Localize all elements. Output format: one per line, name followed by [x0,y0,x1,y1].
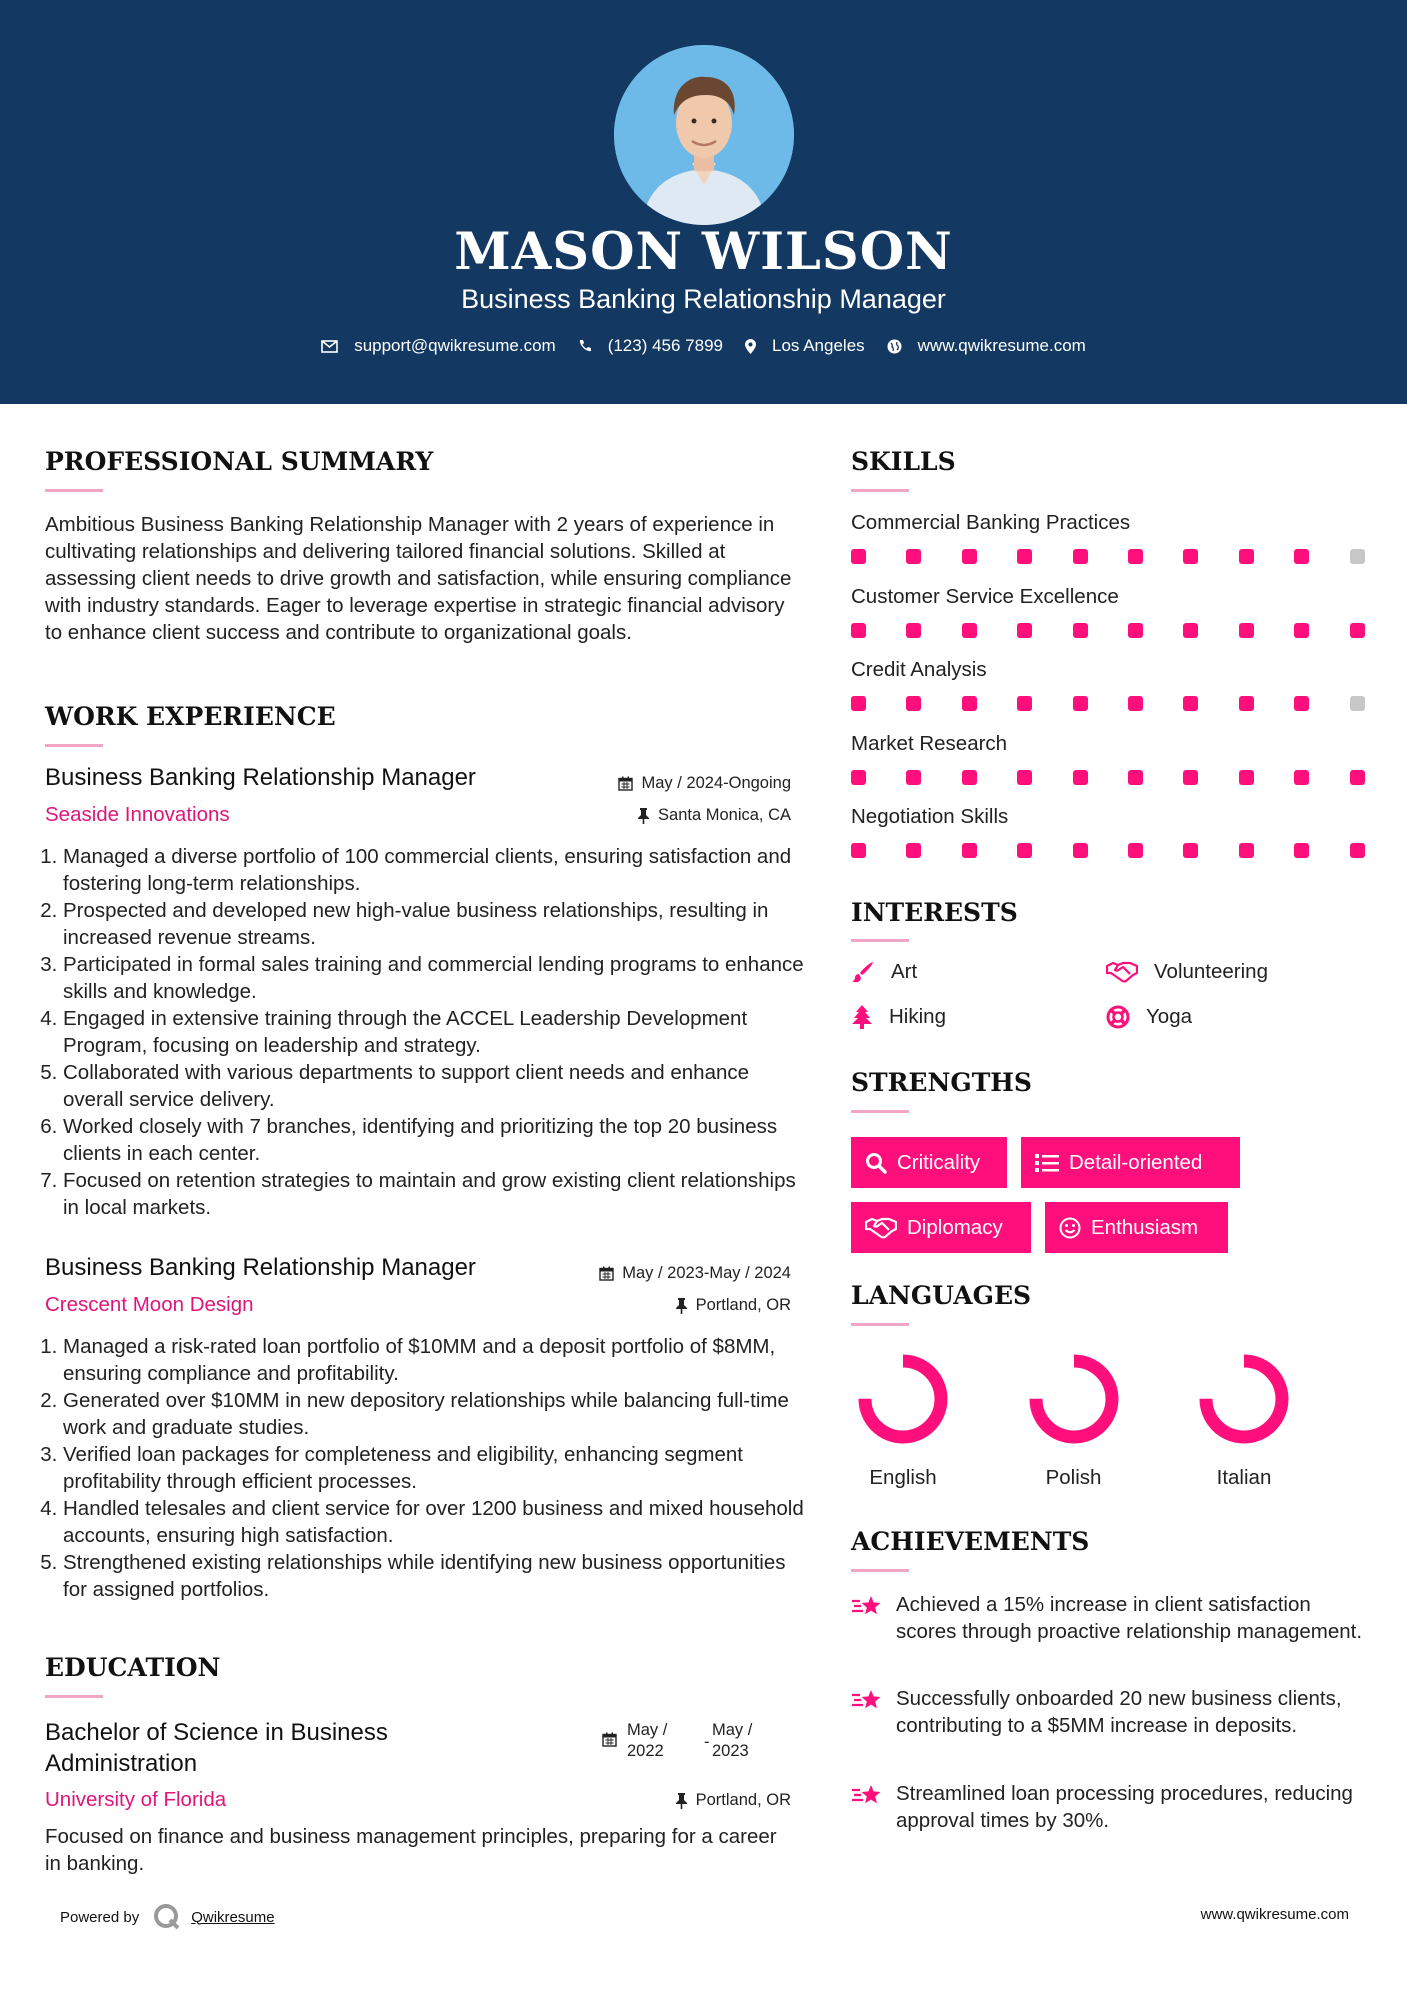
skill-level-dot [1128,843,1143,858]
summary-heading: PROFESSIONAL SUMMARY [45,447,434,476]
degree-line: Administration [45,1750,198,1777]
date-line: May / [712,1721,753,1739]
skill-level-dot [1239,770,1254,785]
skill-level-dot [1073,549,1088,564]
strength-label: Diplomacy [907,1215,1003,1239]
qwikresume-logo-icon [153,1903,181,1931]
skill-level-dot [1128,696,1143,711]
powered-by-text: Powered by [60,1908,140,1926]
skill-label: Market Research [851,731,1008,755]
list-icon [1035,1153,1059,1173]
bullet-item: 4. Handled telesales and client service for over 1200 business and mixed household accounts, ensuring high satisfaction. [63,1495,815,1549]
languages-heading: LANGUAGES [851,1281,1032,1310]
company-name: Crescent Moon Design [45,1293,254,1316]
skill-level-dot [851,770,866,785]
calendar-icon [618,776,633,791]
skill-level-dot [962,623,977,638]
contact-bar [0,336,1407,356]
shooting-star-icon [851,1593,883,1626]
skill-level-dot [1073,843,1088,858]
edu-start-date [627,1720,667,1762]
job-bullets [45,843,805,1221]
job-location-text: Santa Monica, CA [658,806,791,824]
pushpin-icon [675,1298,688,1314]
job-date-text: May / 2023-May / 2024 [622,1264,791,1282]
contact-phone[interactable] [578,336,723,356]
skill-level-dot [1350,623,1365,638]
phone-text: (123) 456 7899 [607,336,724,355]
lifebuoy-icon [1106,1005,1130,1029]
bullet-item: 2. Prospected and developed new high-value business relationships, resulting in increased revenue streams. [63,897,805,951]
paintbrush-icon [851,960,875,984]
bullet-item: 5. Strengthened existing relationships while identifying new business opportunities for assigned portfolios. [63,1549,815,1603]
skill-level-dot [1239,696,1254,711]
skill-level-dot [1294,549,1309,564]
skill-level-dot [1017,770,1032,785]
summary-underline [45,489,103,492]
email-text: support@qwikresume.com [354,336,556,355]
work-underline [45,744,103,747]
skill-level-dot [1350,549,1365,564]
phone-icon [578,339,592,353]
skill-level-dot [1294,770,1309,785]
job-location [637,806,791,825]
strengths-heading: STRENGTHS [851,1068,1032,1097]
interest-label: Art [891,960,918,983]
date-line: 2023 [712,1742,749,1760]
handshake-icon [865,1217,897,1239]
job-title: Business Banking Relationship Manager [45,1254,476,1281]
bullet-item: 1. Managed a risk-rated loan portfolio of $10MM and a deposit portfolio of $8MM, ensuring compliance and profitability. [63,1333,815,1387]
bullet-item: 5. Collaborated with various departments to support client needs and enhance overall service delivery. [63,1059,805,1113]
contact-website[interactable] [887,336,1086,356]
school-name: University of Florida [45,1788,227,1811]
edu-location [675,1791,791,1810]
skill-level-dot [1294,843,1309,858]
skill-label: Customer Service Excellence [851,584,1119,608]
skill-label: Credit Analysis [851,658,987,681]
job-location-text: Portland, OR [695,1296,791,1314]
search-icon [865,1152,887,1174]
brand-link[interactable]: Qwikresume [191,1908,275,1926]
skill-level-dot [1073,696,1088,711]
strength-label: Enthusiasm [1091,1215,1199,1239]
resume-header [0,0,1407,404]
language-level-ring [853,1349,953,1449]
education-underline [45,1695,103,1698]
candidate-title: Business Banking Relationship Manager [461,284,946,314]
calendar-icon [599,1266,614,1281]
skill-level-dot [962,843,977,858]
location-text: Los Angeles [772,336,865,355]
achievement-text: Streamlined loan processing procedures, reducing approval times by 30%. [896,1782,1353,1832]
strength-chip [851,1202,1031,1253]
skill-level-dot [851,623,866,638]
job-bullets [45,1333,815,1603]
achievements-underline [851,1569,909,1572]
skill-level-dot [962,770,977,785]
skill-level-dot [906,549,921,564]
skill-level-dot [1239,843,1254,858]
strength-chip [1045,1202,1228,1253]
skill-level-dot [1073,623,1088,638]
interest-label: Hiking [889,1005,946,1028]
skill-level-dot [1128,770,1143,785]
skills-underline [851,489,909,492]
skill-level-dot [851,549,866,564]
skill-level-dot [1239,623,1254,638]
skills-heading: SKILLS [851,447,956,476]
skill-level-dot [1017,696,1032,711]
skill-label: Commercial Banking Practices [851,511,1131,534]
skill-level-dot [851,843,866,858]
bullet-item: 4. Engaged in extensive training through the ACCEL Leadership Development Program, focusing on leadership and strategy. [63,1005,805,1059]
company-name: Seaside Innovations [45,803,230,826]
strength-chip [1021,1137,1240,1188]
edu-end-date [712,1720,752,1762]
job-location [675,1296,791,1315]
skill-level-dot [1017,843,1032,858]
date-line: May / [627,1721,668,1739]
globe-icon [887,339,902,354]
skill-level-dot [906,696,921,711]
skill-level-dot [962,549,977,564]
job-date [599,1264,791,1283]
education-heading: EDUCATION [45,1653,221,1682]
tree-icon [851,1005,873,1029]
summary-text: Ambitious Business Banking Relationship Manager with 2 years of experience in cultivating relationships and delivering tailored financial solutions. Skilled at assessing client needs to drive growth and satisfaction, while ensuring compliance with industry standards. Eager to leverage expertise in strategic financial advisory to enhance client success and contribute to organizational goals. [45,513,792,644]
skill-level-dot [1294,623,1309,638]
edu-description: Focused on finance and business management principles, preparing for a career in banking. [45,1825,777,1875]
pushpin-icon [637,808,650,824]
skill-level-dot [1183,770,1198,785]
bullet-item: 2. Generated over $10MM in new depository relationships while balancing full-time work and graduate studies. [63,1387,815,1441]
bullet-item: 1. Managed a diverse portfolio of 100 commercial clients, ensuring satisfaction and fostering long-term relationships. [63,843,805,897]
skill-level-dot [962,696,977,711]
degree-line: Bachelor of Science in Business [45,1719,388,1746]
calendar-icon [602,1732,617,1747]
achievement-text: Successfully onboarded 20 new business clients, contributing to a $5MM increase in deposits. [896,1687,1342,1737]
skill-level-dot [1017,549,1032,564]
skill-level-dot [906,770,921,785]
skill-level-dot [1183,623,1198,638]
bullet-item: 3. Participated in formal sales training and commercial lending programs to enhance skills and knowledge. [63,951,805,1005]
shooting-star-icon [851,1782,883,1815]
bullet-item: 6. Worked closely with 7 branches, identifying and prioritizing the top 20 business clients in each center. [63,1113,805,1167]
language-level-ring [1024,1349,1124,1449]
pushpin-icon [675,1793,688,1809]
skill-level-dot [1239,549,1254,564]
skill-level-dot [906,623,921,638]
language-label: Polish [1045,1466,1102,1489]
job-date-text: May / 2024-Ongoing [641,774,791,792]
strength-chip [851,1137,1007,1188]
contact-email[interactable] [321,336,556,356]
skill-level-dot [1183,696,1198,711]
language-level-arc [1036,1361,1112,1437]
website-text: www.qwikresume.com [917,336,1086,355]
skill-level-dot [1183,549,1198,564]
interest-label: Volunteering [1154,960,1268,983]
languages-underline [851,1323,909,1326]
contact-location [745,336,865,356]
skill-level-dot [1073,770,1088,785]
date-separator: - [704,1733,710,1751]
skill-level-dot [1294,696,1309,711]
interests-heading: INTERESTS [851,898,1018,927]
skill-level-dot [906,843,921,858]
job-date [618,774,791,793]
interest-item [1106,1005,1192,1029]
skill-level-dot [1017,623,1032,638]
language-label: Italian [1216,1466,1272,1489]
language-label: English [869,1466,937,1489]
interests-underline [851,939,909,942]
map-pin-icon [745,339,756,354]
skill-level-dot [1350,770,1365,785]
strength-label: Criticality [897,1150,981,1174]
language-level-arc [1206,1361,1282,1437]
work-heading: WORK EXPERIENCE [45,702,336,731]
shooting-star-icon [851,1687,883,1720]
language-level-arc [865,1361,941,1437]
envelope-icon [321,340,338,353]
job-title: Business Banking Relationship Manager [45,764,476,791]
degree-title [45,1717,388,1779]
bullet-item: 7. Focused on retention strategies to maintain and grow existing client relationships in local markets. [63,1167,805,1221]
smile-icon [1059,1217,1081,1239]
interest-item [851,960,917,984]
strength-label: Detail-oriented [1069,1150,1203,1174]
strengths-underline [851,1110,909,1113]
achievements-heading: ACHIEVEMENTS [851,1527,1090,1556]
interest-item [851,1005,946,1029]
candidate-name: MASON WILSON [454,222,953,282]
handshake-icon [1106,961,1138,983]
interest-item [1106,960,1268,984]
edu-location-text: Portland, OR [695,1791,791,1809]
skill-level-dot [1350,696,1365,711]
footer-powered [60,1903,275,1931]
bullet-item: 3. Verified loan packages for completeness and eligibility, enhancing segment profitability through efficient processes. [63,1441,815,1495]
achievement-text: Achieved a 15% increase in client satisfaction scores through proactive relationship management. [896,1593,1363,1643]
footer-url[interactable]: www.qwikresume.com [1200,1906,1349,1923]
skill-level-dot [1128,623,1143,638]
skill-label: Negotiation Skills [851,805,1009,828]
profile-photo [614,45,794,225]
interest-label: Yoga [1146,1005,1192,1028]
language-level-ring [1194,1349,1294,1449]
skill-level-dot [1183,843,1198,858]
skill-level-dot [851,696,866,711]
date-line: 2022 [627,1742,664,1760]
skill-level-dot [1350,843,1365,858]
skill-level-dot [1128,549,1143,564]
